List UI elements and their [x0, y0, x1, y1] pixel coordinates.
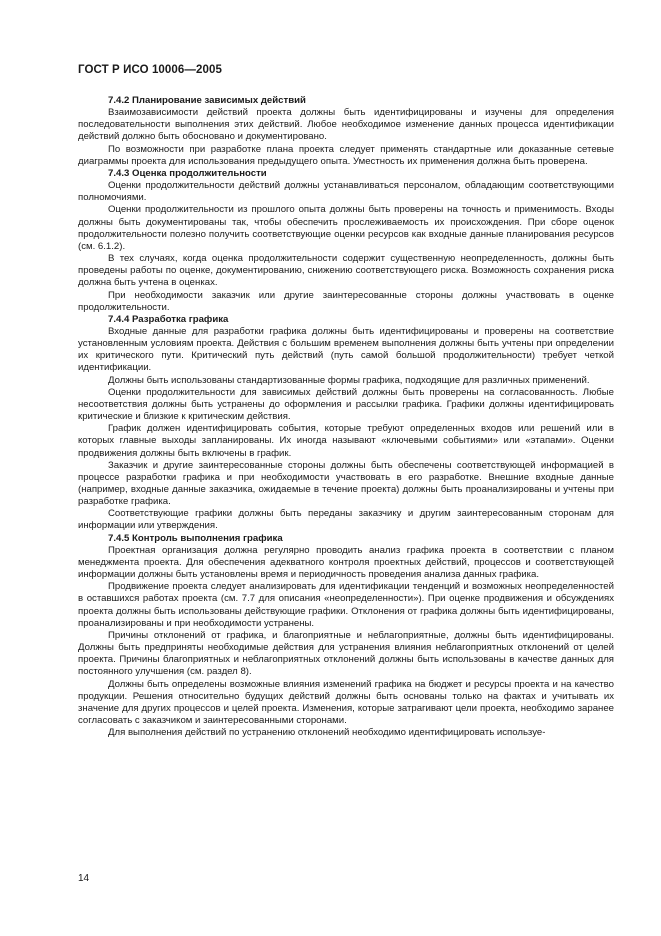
paragraph: Проектная организация должна регулярно проводить анализ графика проекта в соответствии с планом менеджмента проекта. Для обеспечения адекватного контроля проектных действий, процессов и соответствующей информации должны быть установлены время и периодичность проведения анализа данных графика. — [78, 544, 614, 581]
paragraph: График должен идентифицировать события, которые требуют определенных входов или решений или в которых главные выходы запланированы. Их иногда называют «ключевыми событиями» или «этапами». Оценки продвижения должны быть включены в график. — [78, 423, 614, 459]
paragraph: Соответствующие графики должны быть переданы заказчику и другим заинтересованным сторонам для информации или утверждения. — [78, 508, 614, 532]
page-number: 14 — [78, 873, 90, 884]
paragraph: Оценки продолжительности для зависимых действий должны быть проверены на согласованность. Любые несоответствия должны быть устранены до оформления и рассылки графика. Графики должны идентифицировать критические и близкие к критическим действия. — [78, 386, 614, 423]
paragraph: Взаимозависимости действий проекта должны быть идентифицированы и изучены для определения последовательности выполнения этих действий. Любое необходимое изменение данных процесса идентификации действий должно быть обосновано и документировано. — [78, 107, 614, 143]
paragraph: Входные данные для разработки графика должны быть идентифицированы и проверены на соответствие установленным условиям проекта. Действия с большим временем выполнения должны быть учтены при определении их критического пути. Критический путь действий (путь самой большой продолжительности) требует четкой идентификации. — [78, 325, 614, 374]
section-heading: 7.4.3 Оценка продолжительности — [108, 167, 267, 179]
paragraph: При необходимости заказчик или другие заинтересованные стороны должны участвовать в оценке продолжительности. — [78, 289, 614, 313]
paragraph: Для выполнения действий по устранению отклонений необходимо идентифицировать используе- — [108, 727, 546, 739]
document-body — [78, 95, 614, 739]
section-heading: 7.4.2 Планирование зависимых действий — [108, 95, 306, 106]
paragraph: Оценки продолжительности действий должны устанавливаться персоналом, обладающим соответствующими полномочиями. — [78, 180, 614, 204]
paragraph: Причины отклонений от графика, и благоприятные и неблагоприятные, должны быть идентифицированы. Должны быть предприняты необходимые действия для устранения влияния неблагоприятных отклонений от целей проекта. Причины благоприятных и неблагоприятных отклонений должны быть использованы в качестве данных для постоянного улучшения (см. раздел 8). — [78, 629, 614, 678]
document-header: ГОСТ Р ИСО 10006—2005 — [78, 64, 223, 76]
paragraph: В тех случаях, когда оценка продолжительности содержит существенную неопределенность, должны быть проведены работы по оценке, документированию, снижению соответствующего риска. Возможность сохранения риска должна быть учтена в оценках. — [78, 253, 614, 289]
paragraph: Должны быть использованы стандартизованные формы графика, подходящие для различных применений. — [108, 374, 590, 386]
paragraph: Оценки продолжительности из прошлого опыта должны быть проверены на точность и применимость. Входы должны быть документированы так, чтобы обеспечить прослеживаемость их происхождения. При сборе оценок продолжительности полезно получить соответствующие оценки ресурсов как входные данные планирования ресурсов (см. 6.1.2). — [78, 204, 614, 252]
paragraph: Должны быть определены возможные влияния изменений графика на бюджет и ресурсы проекта и на качество продукции. Решения относительно будущих действий должны быть основаны только на фактах и учитывать их значение для других процессов и целей проекта. Изменения, которые затрагивают цели проекта, необходимо заранее согласовать с заказчиком и заинтересованными сторонами. — [78, 678, 614, 726]
paragraph: Заказчик и другие заинтересованные стороны должны быть обеспечены соответствующей информацией в процессе разработки графика и при необходимости участвовать в его разработке. Внешние входные данные (например, входные данные заказчика, ожидаемые в течение проекта) должны быть проанализированы и учтены при разработке графика. — [78, 459, 614, 508]
section-heading: 7.4.4 Разработка графика — [108, 313, 229, 325]
paragraph: Продвижение проекта следует анализировать для идентификации тенденций и возможных неопределенностей в оставшихся работах проекта (см. 7.7 для описания «неопределенности»). При оценке продвижения и обсуждениях проекта должны быть использованы действующие графики. Отклонения от графика должны быть идентифицированы, проанализированы и при необходимости устранены. — [78, 581, 614, 629]
paragraph: По возможности при разработке плана проекта следует применять стандартные или доказанные сетевые диаграммы проекта для использования предыдущего опыта. Уместность их применения должна быть проверена. — [78, 143, 614, 167]
section-heading: 7.4.5 Контроль выполнения графика — [108, 532, 283, 544]
